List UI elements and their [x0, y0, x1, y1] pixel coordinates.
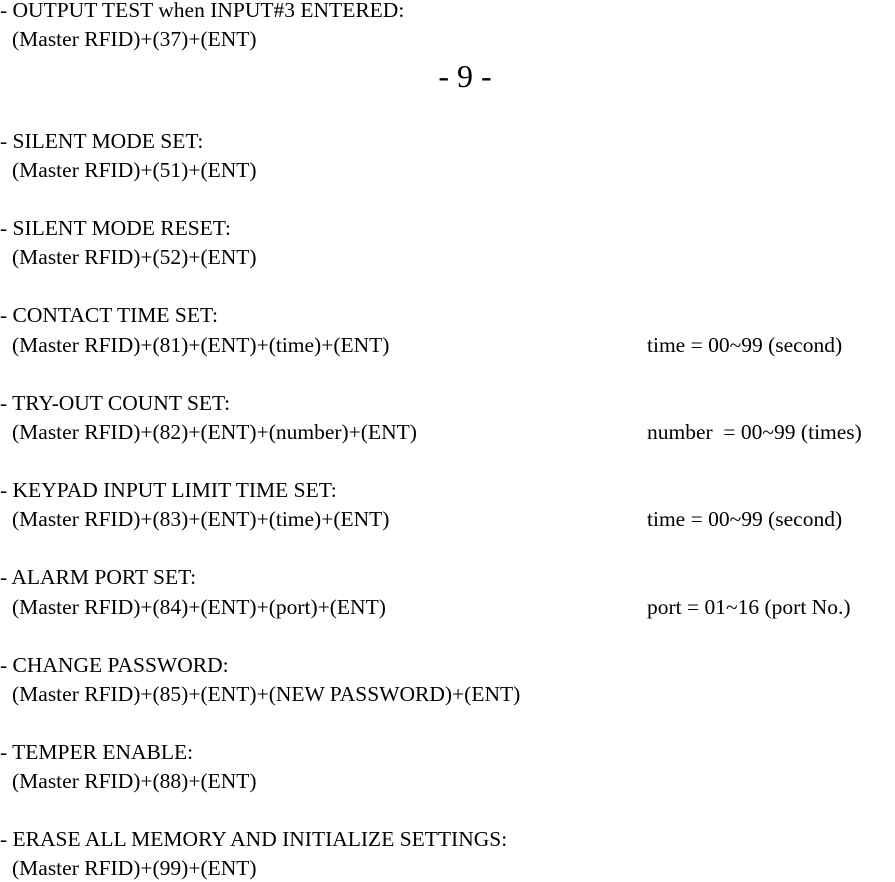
section-heading-keypad-input-limit-time-set: - KEYPAD INPUT LIMIT TIME SET: [0, 478, 337, 502]
section-command-silent-mode-set: (Master RFID)+(51)+(ENT) [12, 158, 257, 182]
section-heading-erase-all-memory: - ERASE ALL MEMORY AND INITIALIZE SETTINGS: [0, 827, 508, 851]
intro-command: (Master RFID)+(37)+(ENT) [12, 27, 257, 51]
section-command-silent-mode-reset: (Master RFID)+(52)+(ENT) [12, 245, 257, 269]
section-command-alarm-port-set: (Master RFID)+(84)+(ENT)+(port)+(ENT) [12, 595, 386, 619]
section-command-temper-enable: (Master RFID)+(88)+(ENT) [12, 769, 257, 793]
section-command-erase-all-memory: (Master RFID)+(99)+(ENT) [12, 856, 257, 880]
section-heading-alarm-port-set: - ALARM PORT SET: [0, 565, 197, 589]
section-command-contact-time-set: (Master RFID)+(81)+(ENT)+(time)+(ENT) [12, 333, 390, 357]
section-note-try-out-count-set: number = 00~99 (times) [647, 420, 862, 444]
section-note-contact-time-set: time = 00~99 (second) [647, 333, 843, 357]
page-number: - 9 - [438, 58, 492, 94]
section-command-change-password: (Master RFID)+(85)+(ENT)+(NEW PASSWORD)+(ENT) [12, 682, 521, 706]
section-heading-contact-time-set: - CONTACT TIME SET: [0, 303, 218, 327]
section-note-keypad-input-limit-time-set: time = 00~99 (second) [647, 507, 843, 531]
section-heading-silent-mode-set: - SILENT MODE SET: [0, 129, 204, 153]
section-heading-silent-mode-reset: - SILENT MODE RESET: [0, 216, 231, 240]
section-command-keypad-input-limit-time-set: (Master RFID)+(83)+(ENT)+(time)+(ENT) [12, 507, 390, 531]
section-heading-temper-enable: - TEMPER ENABLE: [0, 740, 194, 764]
intro-heading: - OUTPUT TEST when INPUT#3 ENTERED: [0, 0, 405, 22]
section-command-try-out-count-set: (Master RFID)+(82)+(ENT)+(number)+(ENT) [12, 420, 417, 444]
section-heading-change-password: - CHANGE PASSWORD: [0, 653, 229, 677]
section-heading-try-out-count-set: - TRY-OUT COUNT SET: [0, 391, 231, 415]
section-note-alarm-port-set: port = 01~16 (port No.) [647, 595, 851, 619]
